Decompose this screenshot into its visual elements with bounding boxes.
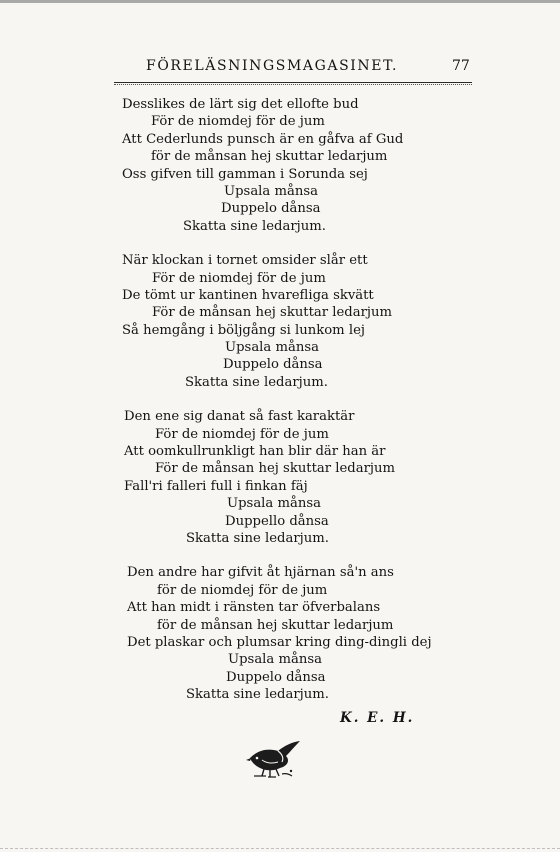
- refrain-line: Upsala månsa: [225, 340, 319, 356]
- verse-line: Fall'ri falleri full i finkan fäj: [124, 478, 308, 494]
- running-head: FÖRELÄSNINGSMAGASINET.: [146, 58, 399, 74]
- refrain-line: Duppelo dånsa: [221, 201, 321, 217]
- verse-line: De tömt ur kantinen hvarefliga skvätt: [122, 287, 374, 303]
- refrain-line: Skatta sine ledarjum.: [183, 218, 326, 234]
- verse-line: Den ene sig danat så fast karaktär: [124, 409, 355, 425]
- bird-ornament-icon: [244, 738, 304, 780]
- verse-line: För de niomdej för de jum: [151, 114, 325, 130]
- header-rule-ornament: [114, 84, 472, 86]
- page-bottom-edge: [0, 848, 560, 851]
- page-top-edge: [0, 0, 560, 3]
- refrain-line: Duppelo dånsa: [226, 669, 326, 685]
- stanza: [0, 96, 560, 235]
- page-number: 77: [452, 58, 470, 74]
- stanza: [0, 252, 560, 391]
- verse-line: Det plaskar och plumsar kring ding-dingli dej: [127, 634, 432, 650]
- refrain-line: Skatta sine ledarjum.: [185, 374, 328, 390]
- verse-line: Att han midt i ränsten tar öfverbalans: [127, 600, 381, 616]
- verse-line: För de niomdej för de jum: [155, 426, 329, 442]
- stanza: [0, 408, 560, 547]
- verse-line: Att Cederlunds punsch är en gåfva af Gud: [122, 131, 404, 147]
- verse-line: För de månsan hej skuttar ledarjum: [152, 305, 392, 321]
- verse-line: När klockan i tornet omsider slår ett: [122, 253, 368, 269]
- author-signature: K. E. H.: [340, 710, 415, 726]
- verse-line: Den andre har gifvit åt hjärnan så'n ans: [127, 565, 394, 581]
- verse-line: För de niomdej för de jum: [152, 270, 326, 286]
- poem: [0, 96, 560, 721]
- verse-line: Desslikes de lärt sig det ellofte bud: [122, 97, 359, 112]
- refrain-line: Skatta sine ledarjum.: [186, 687, 329, 703]
- header-rule: [114, 82, 472, 83]
- verse-line: för de månsan hej skuttar ledarjum: [151, 149, 388, 165]
- refrain-line: Duppelo dånsa: [223, 357, 323, 373]
- refrain-line: Skatta sine ledarjum.: [186, 530, 329, 546]
- verse-line: för de månsan hej skuttar ledarjum: [157, 617, 394, 633]
- refrain-line: Duppello dånsa: [225, 513, 329, 529]
- verse-line: för de niomdej för de jum: [157, 582, 328, 598]
- verse-line: Att oomkullrunkligt han blir där han är: [124, 444, 386, 460]
- refrain-line: Upsala månsa: [228, 652, 322, 668]
- verse-line: För de månsan hej skuttar ledarjum: [155, 461, 395, 477]
- stanza: [0, 564, 560, 703]
- page-header: [0, 58, 560, 80]
- refrain-line: Upsala månsa: [227, 496, 321, 512]
- verse-line: Så hemgång i böljgång si lunkom lej: [122, 322, 365, 338]
- refrain-line: Upsala månsa: [224, 183, 318, 199]
- verse-line: Oss gifven till gamman i Sorunda sej: [122, 166, 368, 182]
